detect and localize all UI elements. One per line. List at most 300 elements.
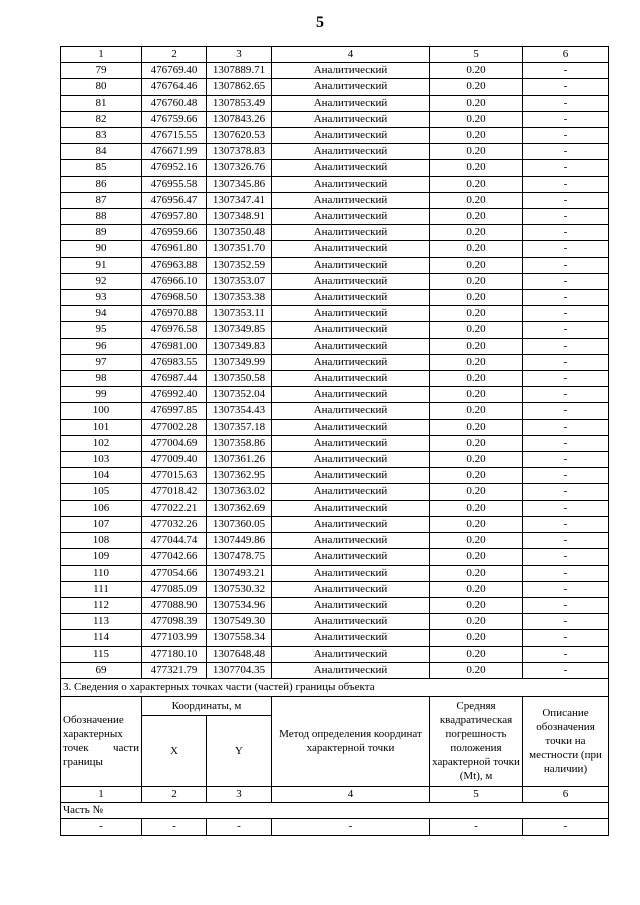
method: Аналитический bbox=[272, 257, 430, 273]
y-coordinate: 1307353.07 bbox=[207, 273, 272, 289]
header-line: Обозначение bbox=[63, 714, 124, 727]
empty-part-row bbox=[61, 819, 609, 835]
table-cell: - bbox=[272, 819, 430, 835]
method: Аналитический bbox=[272, 79, 430, 95]
point-number: 84 bbox=[61, 144, 142, 160]
x-coordinate: 477018.42 bbox=[142, 484, 207, 500]
accuracy: 0.20 bbox=[430, 306, 523, 322]
method: Аналитический bbox=[272, 387, 430, 403]
accuracy: 0.20 bbox=[430, 468, 523, 484]
point-number: 88 bbox=[61, 209, 142, 225]
y-coordinate: 1307704.35 bbox=[207, 662, 272, 678]
y-coordinate: 1307345.86 bbox=[207, 176, 272, 192]
point-number: 106 bbox=[61, 500, 142, 516]
accuracy: 0.20 bbox=[430, 484, 523, 500]
accuracy: 0.20 bbox=[430, 435, 523, 451]
y-coordinate: 1307348.91 bbox=[207, 209, 272, 225]
accuracy-header: Средняя квадратическая погрешность положения характерной точки (Mt), м bbox=[430, 696, 523, 786]
description: - bbox=[523, 209, 609, 225]
description-header: Описание обозначения точки на местности (при наличии) bbox=[523, 696, 609, 786]
y-coordinate: 1307558.34 bbox=[207, 630, 272, 646]
table-row bbox=[61, 322, 609, 338]
description: - bbox=[523, 111, 609, 127]
accuracy: 0.20 bbox=[430, 160, 523, 176]
description: - bbox=[523, 403, 609, 419]
point-number: 111 bbox=[61, 581, 142, 597]
accuracy: 0.20 bbox=[430, 176, 523, 192]
point-number: 83 bbox=[61, 128, 142, 144]
description: - bbox=[523, 241, 609, 257]
x-coordinate: 477002.28 bbox=[142, 419, 207, 435]
method: Аналитический bbox=[272, 306, 430, 322]
description: - bbox=[523, 549, 609, 565]
table-row bbox=[61, 192, 609, 208]
method: Аналитический bbox=[272, 435, 430, 451]
description: - bbox=[523, 63, 609, 79]
accuracy: 0.20 bbox=[430, 419, 523, 435]
point-number: 92 bbox=[61, 273, 142, 289]
x-coordinate: 477103.99 bbox=[142, 630, 207, 646]
x-header: X bbox=[142, 715, 207, 786]
description: - bbox=[523, 565, 609, 581]
description: - bbox=[523, 597, 609, 613]
accuracy: 0.20 bbox=[430, 225, 523, 241]
points-table-body bbox=[61, 47, 609, 679]
x-coordinate: 476976.58 bbox=[142, 322, 207, 338]
description: - bbox=[523, 192, 609, 208]
point-number: 86 bbox=[61, 176, 142, 192]
accuracy: 0.20 bbox=[430, 387, 523, 403]
accuracy: 0.20 bbox=[430, 241, 523, 257]
x-coordinate: 476715.55 bbox=[142, 128, 207, 144]
point-number: 85 bbox=[61, 160, 142, 176]
y-coordinate: 1307361.26 bbox=[207, 452, 272, 468]
point-number: 90 bbox=[61, 241, 142, 257]
point-number: 69 bbox=[61, 662, 142, 678]
method: Аналитический bbox=[272, 338, 430, 354]
y-coordinate: 1307648.48 bbox=[207, 646, 272, 662]
point-number: 96 bbox=[61, 338, 142, 354]
point-number: 80 bbox=[61, 79, 142, 95]
accuracy: 0.20 bbox=[430, 403, 523, 419]
table-row bbox=[61, 435, 609, 451]
header-line: границы bbox=[63, 756, 103, 769]
point-number: 110 bbox=[61, 565, 142, 581]
table-row bbox=[61, 565, 609, 581]
x-coordinate: 476966.10 bbox=[142, 273, 207, 289]
y-coordinate: 1307347.41 bbox=[207, 192, 272, 208]
description: - bbox=[523, 630, 609, 646]
method: Аналитический bbox=[272, 95, 430, 111]
method: Аналитический bbox=[272, 176, 430, 192]
method: Аналитический bbox=[272, 225, 430, 241]
method-header: Метод определения координат характерной точки bbox=[272, 696, 430, 786]
table-row bbox=[61, 354, 609, 370]
accuracy: 0.20 bbox=[430, 257, 523, 273]
y-coordinate: 1307349.99 bbox=[207, 354, 272, 370]
x-coordinate: 477054.66 bbox=[142, 565, 207, 581]
method: Аналитический bbox=[272, 111, 430, 127]
table-cell: - bbox=[430, 819, 523, 835]
header-word: точек bbox=[63, 742, 89, 755]
accuracy: 0.20 bbox=[430, 290, 523, 306]
x-coordinate: 476959.66 bbox=[142, 225, 207, 241]
point-number: 95 bbox=[61, 322, 142, 338]
table-row bbox=[61, 241, 609, 257]
y-coordinate: 1307357.18 bbox=[207, 419, 272, 435]
accuracy: 0.20 bbox=[430, 597, 523, 613]
x-coordinate: 477321.79 bbox=[142, 662, 207, 678]
table-row bbox=[61, 257, 609, 273]
accuracy: 0.20 bbox=[430, 452, 523, 468]
x-coordinate: 476764.46 bbox=[142, 79, 207, 95]
y-coordinate: 1307362.95 bbox=[207, 468, 272, 484]
description: - bbox=[523, 500, 609, 516]
y-coordinate: 1307349.85 bbox=[207, 322, 272, 338]
description: - bbox=[523, 662, 609, 678]
x-coordinate: 477022.21 bbox=[142, 500, 207, 516]
table-row bbox=[61, 209, 609, 225]
point-number: 79 bbox=[61, 63, 142, 79]
section-title: 3. Сведения о характерных точках части (частей) границы объекта bbox=[61, 678, 609, 696]
method: Аналитический bbox=[272, 419, 430, 435]
column-number: 3 bbox=[207, 47, 272, 63]
table-row bbox=[61, 533, 609, 549]
point-number: 82 bbox=[61, 111, 142, 127]
description: - bbox=[523, 144, 609, 160]
accuracy: 0.20 bbox=[430, 144, 523, 160]
x-coordinate: 477088.90 bbox=[142, 597, 207, 613]
method: Аналитический bbox=[272, 581, 430, 597]
column-number: 5 bbox=[430, 47, 523, 63]
point-designation-header bbox=[61, 696, 142, 786]
header-line bbox=[63, 741, 139, 755]
x-coordinate: 476983.55 bbox=[142, 354, 207, 370]
y-coordinate: 1307351.70 bbox=[207, 241, 272, 257]
accuracy: 0.20 bbox=[430, 565, 523, 581]
method: Аналитический bbox=[272, 662, 430, 678]
description: - bbox=[523, 273, 609, 289]
description: - bbox=[523, 468, 609, 484]
description: - bbox=[523, 484, 609, 500]
x-coordinate: 476963.88 bbox=[142, 257, 207, 273]
accuracy: 0.20 bbox=[430, 614, 523, 630]
table-row bbox=[61, 468, 609, 484]
table-row bbox=[61, 111, 609, 127]
header-line: характерных bbox=[63, 728, 123, 741]
y-coordinate: 1307354.43 bbox=[207, 403, 272, 419]
point-number: 81 bbox=[61, 95, 142, 111]
method: Аналитический bbox=[272, 63, 430, 79]
coordinates-table bbox=[60, 46, 609, 836]
table-row bbox=[61, 452, 609, 468]
y-coordinate: 1307534.96 bbox=[207, 597, 272, 613]
y-coordinate: 1307353.38 bbox=[207, 290, 272, 306]
y-coordinate: 1307493.21 bbox=[207, 565, 272, 581]
column-number: 2 bbox=[142, 786, 207, 802]
column-numbers-row bbox=[61, 47, 609, 63]
method: Аналитический bbox=[272, 484, 430, 500]
y-coordinate: 1307363.02 bbox=[207, 484, 272, 500]
x-coordinate: 476759.66 bbox=[142, 111, 207, 127]
table-row bbox=[61, 290, 609, 306]
column-number: 5 bbox=[430, 786, 523, 802]
y-coordinate: 1307549.30 bbox=[207, 614, 272, 630]
point-number: 87 bbox=[61, 192, 142, 208]
accuracy: 0.20 bbox=[430, 79, 523, 95]
point-number: 103 bbox=[61, 452, 142, 468]
section-3 bbox=[61, 678, 609, 835]
table-row bbox=[61, 662, 609, 678]
method: Аналитический bbox=[272, 322, 430, 338]
accuracy: 0.20 bbox=[430, 209, 523, 225]
point-number: 104 bbox=[61, 468, 142, 484]
point-number: 108 bbox=[61, 533, 142, 549]
accuracy: 0.20 bbox=[430, 63, 523, 79]
x-coordinate: 476992.40 bbox=[142, 387, 207, 403]
accuracy: 0.20 bbox=[430, 128, 523, 144]
column-number: 3 bbox=[207, 786, 272, 802]
description: - bbox=[523, 435, 609, 451]
column-number: 1 bbox=[61, 47, 142, 63]
description: - bbox=[523, 95, 609, 111]
description: - bbox=[523, 371, 609, 387]
x-coordinate: 476956.47 bbox=[142, 192, 207, 208]
accuracy: 0.20 bbox=[430, 371, 523, 387]
point-number: 114 bbox=[61, 630, 142, 646]
y-coordinate: 1307353.11 bbox=[207, 306, 272, 322]
x-coordinate: 476769.40 bbox=[142, 63, 207, 79]
y-coordinate: 1307853.49 bbox=[207, 95, 272, 111]
y-coordinate: 1307378.83 bbox=[207, 144, 272, 160]
x-coordinate: 477032.26 bbox=[142, 516, 207, 532]
description: - bbox=[523, 354, 609, 370]
table-row bbox=[61, 646, 609, 662]
description: - bbox=[523, 79, 609, 95]
accuracy: 0.20 bbox=[430, 95, 523, 111]
accuracy: 0.20 bbox=[430, 581, 523, 597]
y-coordinate: 1307352.04 bbox=[207, 387, 272, 403]
description: - bbox=[523, 306, 609, 322]
point-number: 93 bbox=[61, 290, 142, 306]
column-number: 6 bbox=[523, 786, 609, 802]
point-number: 115 bbox=[61, 646, 142, 662]
method: Аналитический bbox=[272, 452, 430, 468]
column-number: 1 bbox=[61, 786, 142, 802]
x-coordinate: 476955.58 bbox=[142, 176, 207, 192]
point-number: 102 bbox=[61, 435, 142, 451]
table-row bbox=[61, 273, 609, 289]
y-coordinate: 1307350.48 bbox=[207, 225, 272, 241]
y-coordinate: 1307449.86 bbox=[207, 533, 272, 549]
method: Аналитический bbox=[272, 500, 430, 516]
x-coordinate: 477009.40 bbox=[142, 452, 207, 468]
description: - bbox=[523, 387, 609, 403]
accuracy: 0.20 bbox=[430, 533, 523, 549]
x-coordinate: 477042.66 bbox=[142, 549, 207, 565]
x-coordinate: 476961.80 bbox=[142, 241, 207, 257]
part-label: Часть № bbox=[61, 803, 609, 819]
table-row bbox=[61, 549, 609, 565]
y-coordinate: 1307843.26 bbox=[207, 111, 272, 127]
method: Аналитический bbox=[272, 144, 430, 160]
table-row bbox=[61, 419, 609, 435]
method: Аналитический bbox=[272, 565, 430, 581]
y-coordinate: 1307350.58 bbox=[207, 371, 272, 387]
method: Аналитический bbox=[272, 403, 430, 419]
accuracy: 0.20 bbox=[430, 646, 523, 662]
accuracy: 0.20 bbox=[430, 662, 523, 678]
description: - bbox=[523, 322, 609, 338]
x-coordinate: 476760.48 bbox=[142, 95, 207, 111]
table-row bbox=[61, 128, 609, 144]
point-number: 98 bbox=[61, 371, 142, 387]
method: Аналитический bbox=[272, 273, 430, 289]
method: Аналитический bbox=[272, 533, 430, 549]
y-coordinate: 1307362.69 bbox=[207, 500, 272, 516]
description: - bbox=[523, 160, 609, 176]
point-number: 100 bbox=[61, 403, 142, 419]
table-cell: - bbox=[523, 819, 609, 835]
header-word: части bbox=[113, 742, 139, 755]
table-row bbox=[61, 63, 609, 79]
table-row bbox=[61, 160, 609, 176]
y-coordinate: 1307326.76 bbox=[207, 160, 272, 176]
x-coordinate: 476957.80 bbox=[142, 209, 207, 225]
accuracy: 0.20 bbox=[430, 111, 523, 127]
method: Аналитический bbox=[272, 468, 430, 484]
point-number: 97 bbox=[61, 354, 142, 370]
description: - bbox=[523, 419, 609, 435]
page-number: 5 bbox=[316, 14, 324, 31]
x-coordinate: 476968.50 bbox=[142, 290, 207, 306]
description: - bbox=[523, 257, 609, 273]
table-row bbox=[61, 581, 609, 597]
table-row bbox=[61, 403, 609, 419]
point-number: 105 bbox=[61, 484, 142, 500]
table-row bbox=[61, 306, 609, 322]
description: - bbox=[523, 581, 609, 597]
method: Аналитический bbox=[272, 630, 430, 646]
coordinates-header: Координаты, м bbox=[142, 696, 272, 715]
table-row bbox=[61, 225, 609, 241]
y-coordinate: 1307349.83 bbox=[207, 338, 272, 354]
method: Аналитический bbox=[272, 160, 430, 176]
y-header: Y bbox=[207, 715, 272, 786]
method: Аналитический bbox=[272, 597, 430, 613]
method: Аналитический bbox=[272, 614, 430, 630]
table-cell: - bbox=[207, 819, 272, 835]
column-number: 2 bbox=[142, 47, 207, 63]
table-row bbox=[61, 95, 609, 111]
method: Аналитический bbox=[272, 128, 430, 144]
column-numbers-row bbox=[61, 786, 609, 802]
description: - bbox=[523, 452, 609, 468]
point-number: 112 bbox=[61, 597, 142, 613]
column-number: 6 bbox=[523, 47, 609, 63]
method: Аналитический bbox=[272, 209, 430, 225]
description: - bbox=[523, 225, 609, 241]
table-cell: - bbox=[142, 819, 207, 835]
point-number: 94 bbox=[61, 306, 142, 322]
table-row bbox=[61, 500, 609, 516]
method: Аналитический bbox=[272, 192, 430, 208]
x-coordinate: 476970.88 bbox=[142, 306, 207, 322]
column-number: 4 bbox=[272, 47, 430, 63]
table-row bbox=[61, 176, 609, 192]
point-number: 101 bbox=[61, 419, 142, 435]
table-cell: - bbox=[61, 819, 142, 835]
description: - bbox=[523, 128, 609, 144]
point-number: 113 bbox=[61, 614, 142, 630]
accuracy: 0.20 bbox=[430, 322, 523, 338]
method: Аналитический bbox=[272, 549, 430, 565]
point-number: 99 bbox=[61, 387, 142, 403]
method: Аналитический bbox=[272, 354, 430, 370]
method: Аналитический bbox=[272, 516, 430, 532]
y-coordinate: 1307352.59 bbox=[207, 257, 272, 273]
accuracy: 0.20 bbox=[430, 273, 523, 289]
table-row bbox=[61, 338, 609, 354]
x-coordinate: 477004.69 bbox=[142, 435, 207, 451]
accuracy: 0.20 bbox=[430, 500, 523, 516]
method: Аналитический bbox=[272, 241, 430, 257]
accuracy: 0.20 bbox=[430, 354, 523, 370]
accuracy: 0.20 bbox=[430, 630, 523, 646]
point-number: 91 bbox=[61, 257, 142, 273]
method: Аналитический bbox=[272, 646, 430, 662]
x-coordinate: 476987.44 bbox=[142, 371, 207, 387]
table-row bbox=[61, 484, 609, 500]
description: - bbox=[523, 646, 609, 662]
table-row bbox=[61, 387, 609, 403]
x-coordinate: 477180.10 bbox=[142, 646, 207, 662]
y-coordinate: 1307478.75 bbox=[207, 549, 272, 565]
table-row bbox=[61, 614, 609, 630]
description: - bbox=[523, 533, 609, 549]
y-coordinate: 1307530.32 bbox=[207, 581, 272, 597]
description: - bbox=[523, 614, 609, 630]
table-row bbox=[61, 630, 609, 646]
y-coordinate: 1307620.53 bbox=[207, 128, 272, 144]
y-coordinate: 1307862.65 bbox=[207, 79, 272, 95]
x-coordinate: 477044.74 bbox=[142, 533, 207, 549]
description: - bbox=[523, 516, 609, 532]
x-coordinate: 476671.99 bbox=[142, 144, 207, 160]
accuracy: 0.20 bbox=[430, 338, 523, 354]
table-row bbox=[61, 597, 609, 613]
x-coordinate: 476981.00 bbox=[142, 338, 207, 354]
x-coordinate: 477098.39 bbox=[142, 614, 207, 630]
table-row bbox=[61, 516, 609, 532]
x-coordinate: 477015.63 bbox=[142, 468, 207, 484]
method: Аналитический bbox=[272, 371, 430, 387]
x-coordinate: 477085.09 bbox=[142, 581, 207, 597]
column-number: 4 bbox=[272, 786, 430, 802]
x-coordinate: 476997.85 bbox=[142, 403, 207, 419]
table-row bbox=[61, 79, 609, 95]
point-number: 107 bbox=[61, 516, 142, 532]
y-coordinate: 1307360.05 bbox=[207, 516, 272, 532]
table-row bbox=[61, 371, 609, 387]
y-coordinate: 1307889.71 bbox=[207, 63, 272, 79]
description: - bbox=[523, 176, 609, 192]
method: Аналитический bbox=[272, 290, 430, 306]
table-row bbox=[61, 144, 609, 160]
accuracy: 0.20 bbox=[430, 516, 523, 532]
y-coordinate: 1307358.86 bbox=[207, 435, 272, 451]
description: - bbox=[523, 338, 609, 354]
